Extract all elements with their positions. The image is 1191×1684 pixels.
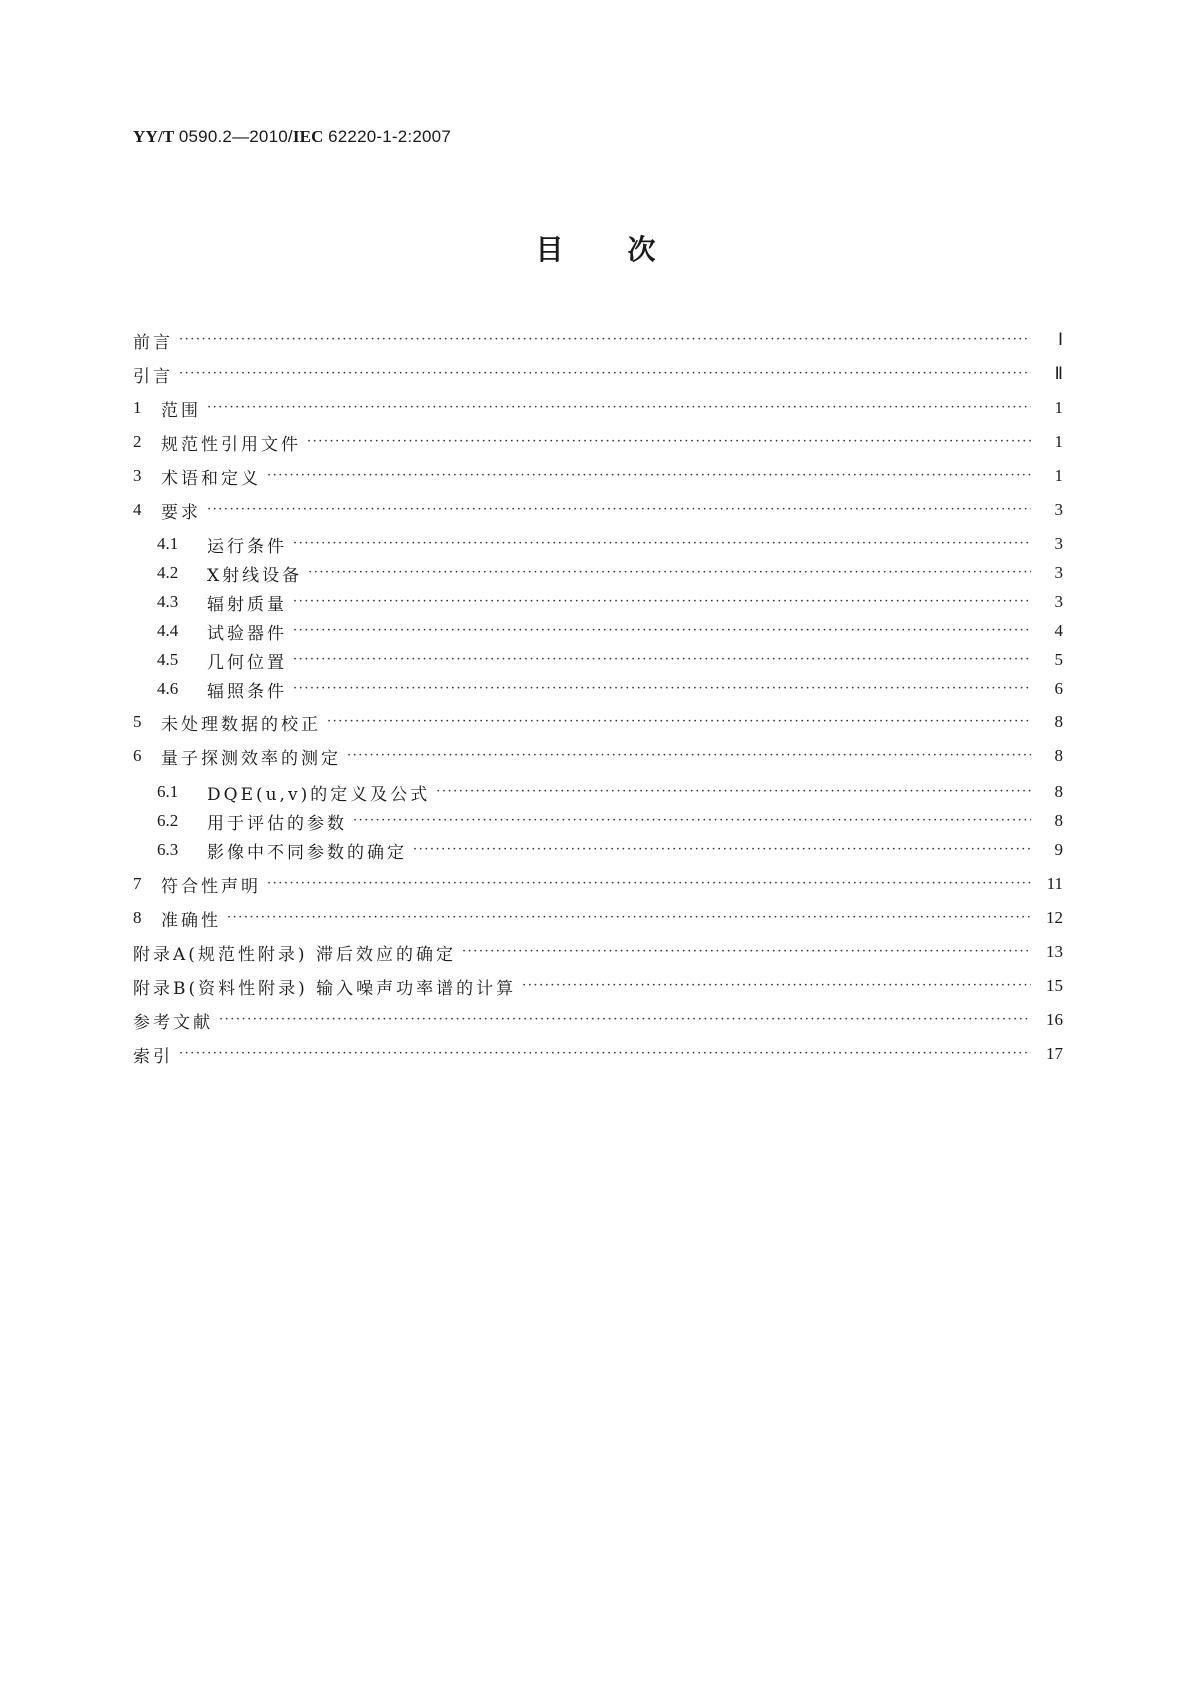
toc-entry-number: 4.4: [157, 621, 179, 640]
toc-entry[interactable]: [157, 561, 1063, 585]
toc-entry[interactable]: [133, 974, 1063, 998]
toc-entry-label: 辐射质量: [207, 594, 287, 615]
toc-entry-number: 6: [133, 746, 142, 765]
dot-leader: [347, 744, 1031, 768]
toc-entry-page-number: 8: [1054, 746, 1063, 765]
toc-entry-page-number: 8: [1054, 782, 1063, 801]
toc-entry[interactable]: [133, 744, 1063, 768]
toc-entry-label: 索引: [133, 1046, 173, 1067]
toc-entry-page-number: Ⅱ: [1054, 364, 1063, 383]
toc-entry-page-number: 8: [1054, 811, 1063, 830]
toc-entry[interactable]: [133, 328, 1063, 352]
toc-entry[interactable]: [133, 396, 1063, 420]
toc-entry-number: 1: [133, 398, 142, 417]
toc-entry[interactable]: [133, 906, 1063, 930]
dot-leader: [307, 430, 1031, 454]
dot-leader: [462, 940, 1031, 964]
dot-leader: [293, 590, 1031, 614]
toc-entry-page-number: Ⅰ: [1057, 330, 1063, 349]
toc-entry-page-number: 3: [1054, 563, 1063, 582]
dot-leader: [207, 498, 1031, 522]
toc-entry-page-number: 1: [1054, 432, 1063, 451]
toc-entry-number: 4.5: [157, 650, 179, 669]
dot-leader: [293, 677, 1031, 701]
iec-prefix: IEC: [292, 127, 324, 146]
toc-entry-number: 4.6: [157, 679, 179, 698]
toc-entry[interactable]: [157, 532, 1063, 556]
toc-entry-label: 辐照条件: [207, 681, 287, 702]
dot-leader: [179, 1042, 1031, 1066]
dot-leader: [293, 648, 1031, 672]
toc-entry-label: 量子探测效率的测定: [161, 748, 341, 769]
toc-entry-number: 5: [133, 712, 142, 731]
toc-entry[interactable]: [157, 590, 1063, 614]
toc-entry-label: 未处理数据的校正: [161, 714, 321, 735]
toc-entry-page-number: 17: [1046, 1044, 1063, 1063]
toc-entry[interactable]: [157, 619, 1063, 643]
toc-entry-label: 范围: [161, 400, 201, 421]
toc-entry[interactable]: [133, 1008, 1063, 1032]
standard-number: 0590.2—2010/: [178, 127, 293, 146]
toc-entry-label: 影像中不同参数的确定: [207, 842, 407, 863]
toc-entry-label: X射线设备: [207, 565, 303, 586]
toc-entry-page-number: 9: [1054, 840, 1063, 859]
toc-entry-number: 6.2: [157, 811, 179, 830]
toc-entry-label: 规范性引用文件: [161, 434, 301, 455]
iec-number: 62220-1-2:2007: [328, 127, 451, 146]
dot-leader: [413, 838, 1031, 862]
toc-entry-page-number: 3: [1054, 534, 1063, 553]
toc-entry-page-number: 12: [1046, 908, 1063, 927]
toc-entry-page-number: 8: [1054, 712, 1063, 731]
toc-entry-label: 运行条件: [207, 536, 287, 557]
toc-entry[interactable]: [157, 780, 1063, 804]
dot-leader: [179, 362, 1031, 386]
toc-entry-number: 4.2: [157, 563, 179, 582]
dot-leader: [522, 974, 1031, 998]
toc-entry[interactable]: [133, 872, 1063, 896]
dot-leader: [308, 561, 1031, 585]
dot-leader: [179, 328, 1031, 352]
toc-entry-number: 4.1: [157, 534, 179, 553]
toc-entry-label: 符合性声明: [161, 876, 261, 897]
toc-entry-label: 术语和定义: [161, 468, 261, 489]
page-title: 目次: [535, 233, 720, 266]
toc-entry-number: 6.1: [157, 782, 179, 801]
toc-entry-number: 4: [133, 500, 142, 519]
toc-entry[interactable]: [157, 838, 1063, 862]
toc-entry[interactable]: [133, 430, 1063, 454]
dot-leader: [293, 619, 1031, 643]
toc-entry[interactable]: [133, 1042, 1063, 1066]
dot-leader: [436, 780, 1031, 804]
dot-leader: [207, 396, 1031, 420]
toc-entry-label: 要求: [161, 502, 201, 523]
toc-entry-label: 前言: [133, 332, 173, 353]
toc-entry-number: 7: [133, 874, 142, 893]
toc-entry-label: 引言: [133, 366, 173, 387]
toc-entry-label: 参考文献: [133, 1012, 213, 1033]
standard-number-header: [133, 127, 451, 147]
toc-entry[interactable]: [133, 464, 1063, 488]
dot-leader: [227, 906, 1031, 930]
toc-entry-label: 几何位置: [207, 652, 287, 673]
dot-leader: [267, 872, 1031, 896]
toc-entry-page-number: 1: [1054, 398, 1063, 417]
toc-entry-page-number: 3: [1054, 500, 1063, 519]
toc-entry-number: 8: [133, 908, 142, 927]
toc-entry-page-number: 4: [1054, 621, 1063, 640]
toc-entry-number: 6.3: [157, 840, 179, 859]
toc-entry-page-number: 5: [1054, 650, 1063, 669]
toc-entry-page-number: 15: [1046, 976, 1063, 995]
toc-entry-page-number: 1: [1054, 466, 1063, 485]
toc-entry-page-number: 16: [1046, 1010, 1063, 1029]
toc-entry-label: 准确性: [161, 910, 221, 931]
dot-leader: [219, 1008, 1031, 1032]
toc-entry-label: 附录B(资料性附录) 输入噪声功率谱的计算: [133, 978, 517, 999]
toc-entry-number: 4.3: [157, 592, 179, 611]
standard-prefix: YY/T: [133, 127, 175, 146]
toc-entry-page-number: 3: [1054, 592, 1063, 611]
toc-entry[interactable]: [133, 362, 1063, 386]
toc-entry-number: 2: [133, 432, 142, 451]
dot-leader: [267, 464, 1031, 488]
dot-leader: [293, 532, 1031, 556]
toc-entry-label: DQE(u,v)的定义及公式: [207, 784, 431, 805]
toc-entry[interactable]: [157, 809, 1063, 833]
toc-entry-label: 用于评估的参数: [207, 813, 347, 834]
toc-entry-label: 试验器件: [207, 623, 287, 644]
toc-entry[interactable]: [133, 710, 1063, 734]
toc-entry[interactable]: [133, 498, 1063, 522]
toc-entry-number: 3: [133, 466, 142, 485]
toc-entry-page-number: 13: [1046, 942, 1063, 961]
toc-entry[interactable]: [157, 677, 1063, 701]
toc-entry[interactable]: [157, 648, 1063, 672]
dot-leader: [353, 809, 1031, 833]
toc-entry-page-number: 6: [1054, 679, 1063, 698]
toc-entry[interactable]: [133, 940, 1063, 964]
dot-leader: [327, 710, 1031, 734]
toc-entry-label: 附录A(规范性附录) 滞后效应的确定: [133, 944, 456, 965]
toc-entry-page-number: 11: [1046, 874, 1063, 893]
